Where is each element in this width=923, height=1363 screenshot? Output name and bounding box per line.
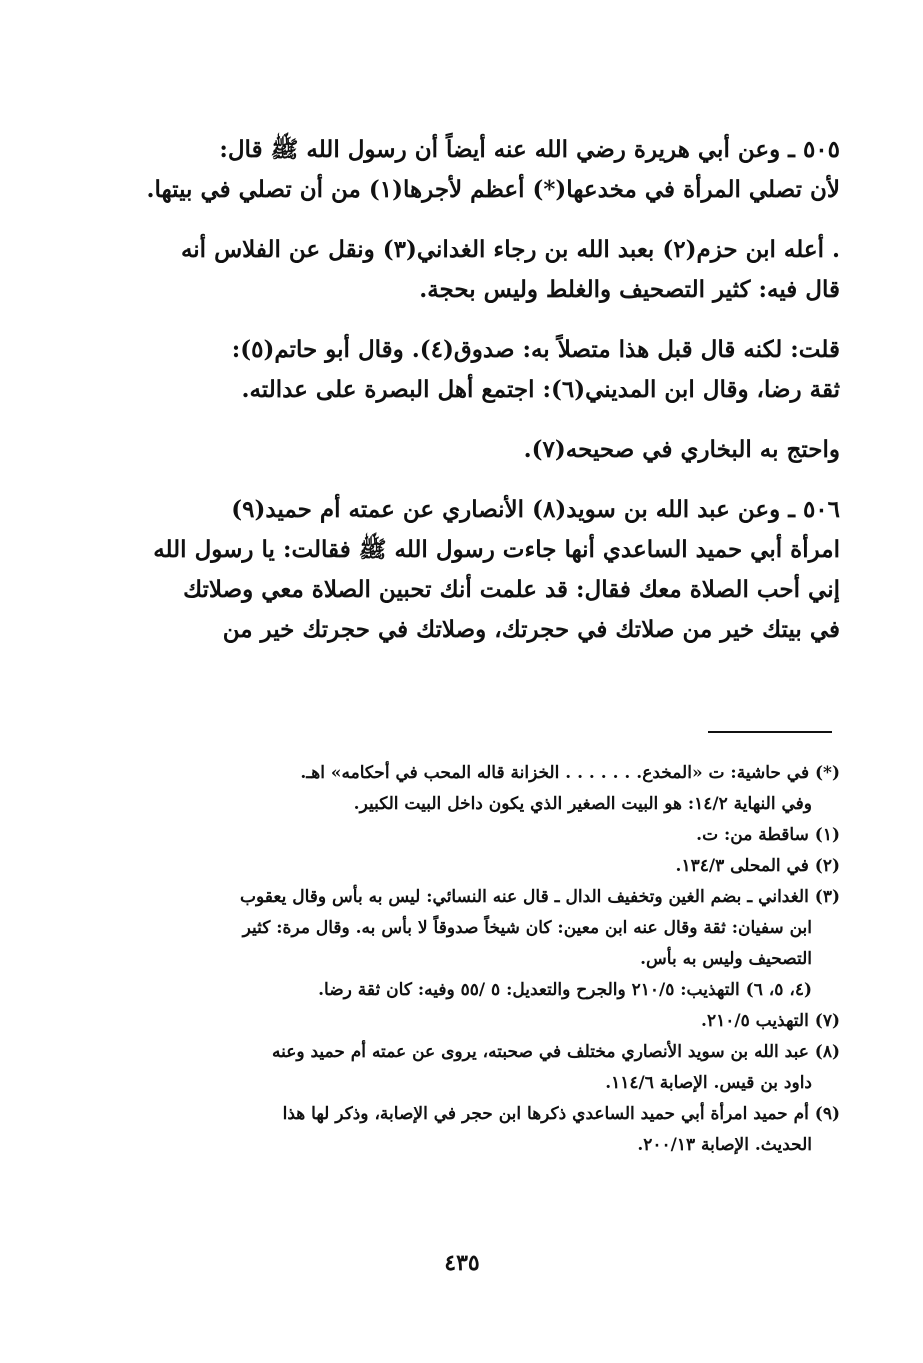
text-line: إني أحب الصلاة معك فقال: قد علمت أنك تحبين الصلاة معي وصلاتك <box>183 576 840 603</box>
text-line: قال فيه: كثير التصحيف والغلط وليس بحجة. <box>419 276 840 303</box>
text-line: امرأة أبي حميد الساعدي أنها جاءت رسول الله ﷺ فقالت: يا رسول الله <box>153 536 840 563</box>
footnote-line: (١) ساقطة من: ت. <box>696 825 840 845</box>
text-line: في بيتك خير من صلاتك في حجرتك، وصلاتك في حجرتك خير من <box>222 616 840 643</box>
footnote-line: الحديث. الإصابة ٢٠٠/١٣. <box>637 1135 812 1155</box>
paragraph-506-hadith <box>140 490 840 650</box>
footnote-line: (٤، ٥، ٦) التهذيب: ٢١٠/٥ والجرح والتعديل: ٥ /٥٥ وفيه: كان ثقة رضا. <box>318 980 812 1000</box>
text-line: . أعله ابن حزم(٢) بعبد الله بن رجاء الغداني(٣) ونقل عن الفلاس أنه <box>180 236 840 263</box>
text-line: ٥٠٥ ـ وعن أبي هريرة رضي الله عنه أيضاً أن رسول الله ﷺ قال: <box>219 136 840 163</box>
footnote-separator <box>708 731 832 733</box>
paragraph-bukhari-note <box>140 430 840 470</box>
text-line: ثقة رضا، وقال ابن المديني(٦): اجتمع أهل البصرة على عدالته. <box>241 376 840 403</box>
footnote-line: (٨) عبد الله بن سويد الأنصاري مختلف في صحبته، يروى عن عمته أم حميد وعنه <box>271 1042 840 1062</box>
footnote-line: التصحيف وليس به بأس. <box>640 949 812 969</box>
footnote-line: (٩) أم حميد امرأة أبي حميد الساعدي ذكرها ابن حجر في الإصابة، وذكر لها هذا <box>282 1104 840 1124</box>
footnotes <box>140 758 840 1161</box>
main-text <box>140 130 840 670</box>
text-line: واحتج به البخاري في صحيحه(٧). <box>523 436 840 463</box>
page-number: ٤٣٥ <box>444 1250 480 1276</box>
paragraph-505-hadith <box>140 130 840 210</box>
footnote-line: وفي النهاية ١٤/٢: هو البيت الصغير الذي يكون داخل البيت الكبير. <box>353 794 812 814</box>
footnote-line: (٣) الغداني ـ بضم الغين وتخفيف الدال ـ قال عنه النسائي: ليس به بأس وقال يعقوب <box>239 887 840 907</box>
text-line: قلت: لكنه قال قبل هذا متصلاً به: صدوق(٤). وقال أبو حاتم(٥): <box>231 336 840 363</box>
footnote-line: (٧) التهذيب ٢١٠/٥. <box>701 1011 840 1031</box>
footnote-line: داود بن قيس. الإصابة ١١٤/٦. <box>605 1073 812 1093</box>
text-line: لأن تصلي المرأة في مخدعها(*) أعظم لأجرها(١) من أن تصلي في بيتها. <box>146 176 840 203</box>
text-line: ٥٠٦ ـ وعن عبد الله بن سويد(٨) الأنصاري عن عمته أم حميد(٩) <box>231 496 840 523</box>
paragraph-author-response <box>140 330 840 410</box>
paragraph-ibn-hazm-criticism <box>140 230 840 310</box>
footnote-line: (*) في حاشية: ت «المخدع. . . . . . . الخزانة قاله المحب في أحكامه» اهـ. <box>300 763 840 783</box>
footnote-line: ابن سفيان: ثقة وقال عنه ابن معين: كان شيخاً صدوقاً لا بأس به. وقال مرة: كثير <box>242 918 812 938</box>
footnote-line: (٢) في المحلى ١٣٤/٣. <box>675 856 840 876</box>
